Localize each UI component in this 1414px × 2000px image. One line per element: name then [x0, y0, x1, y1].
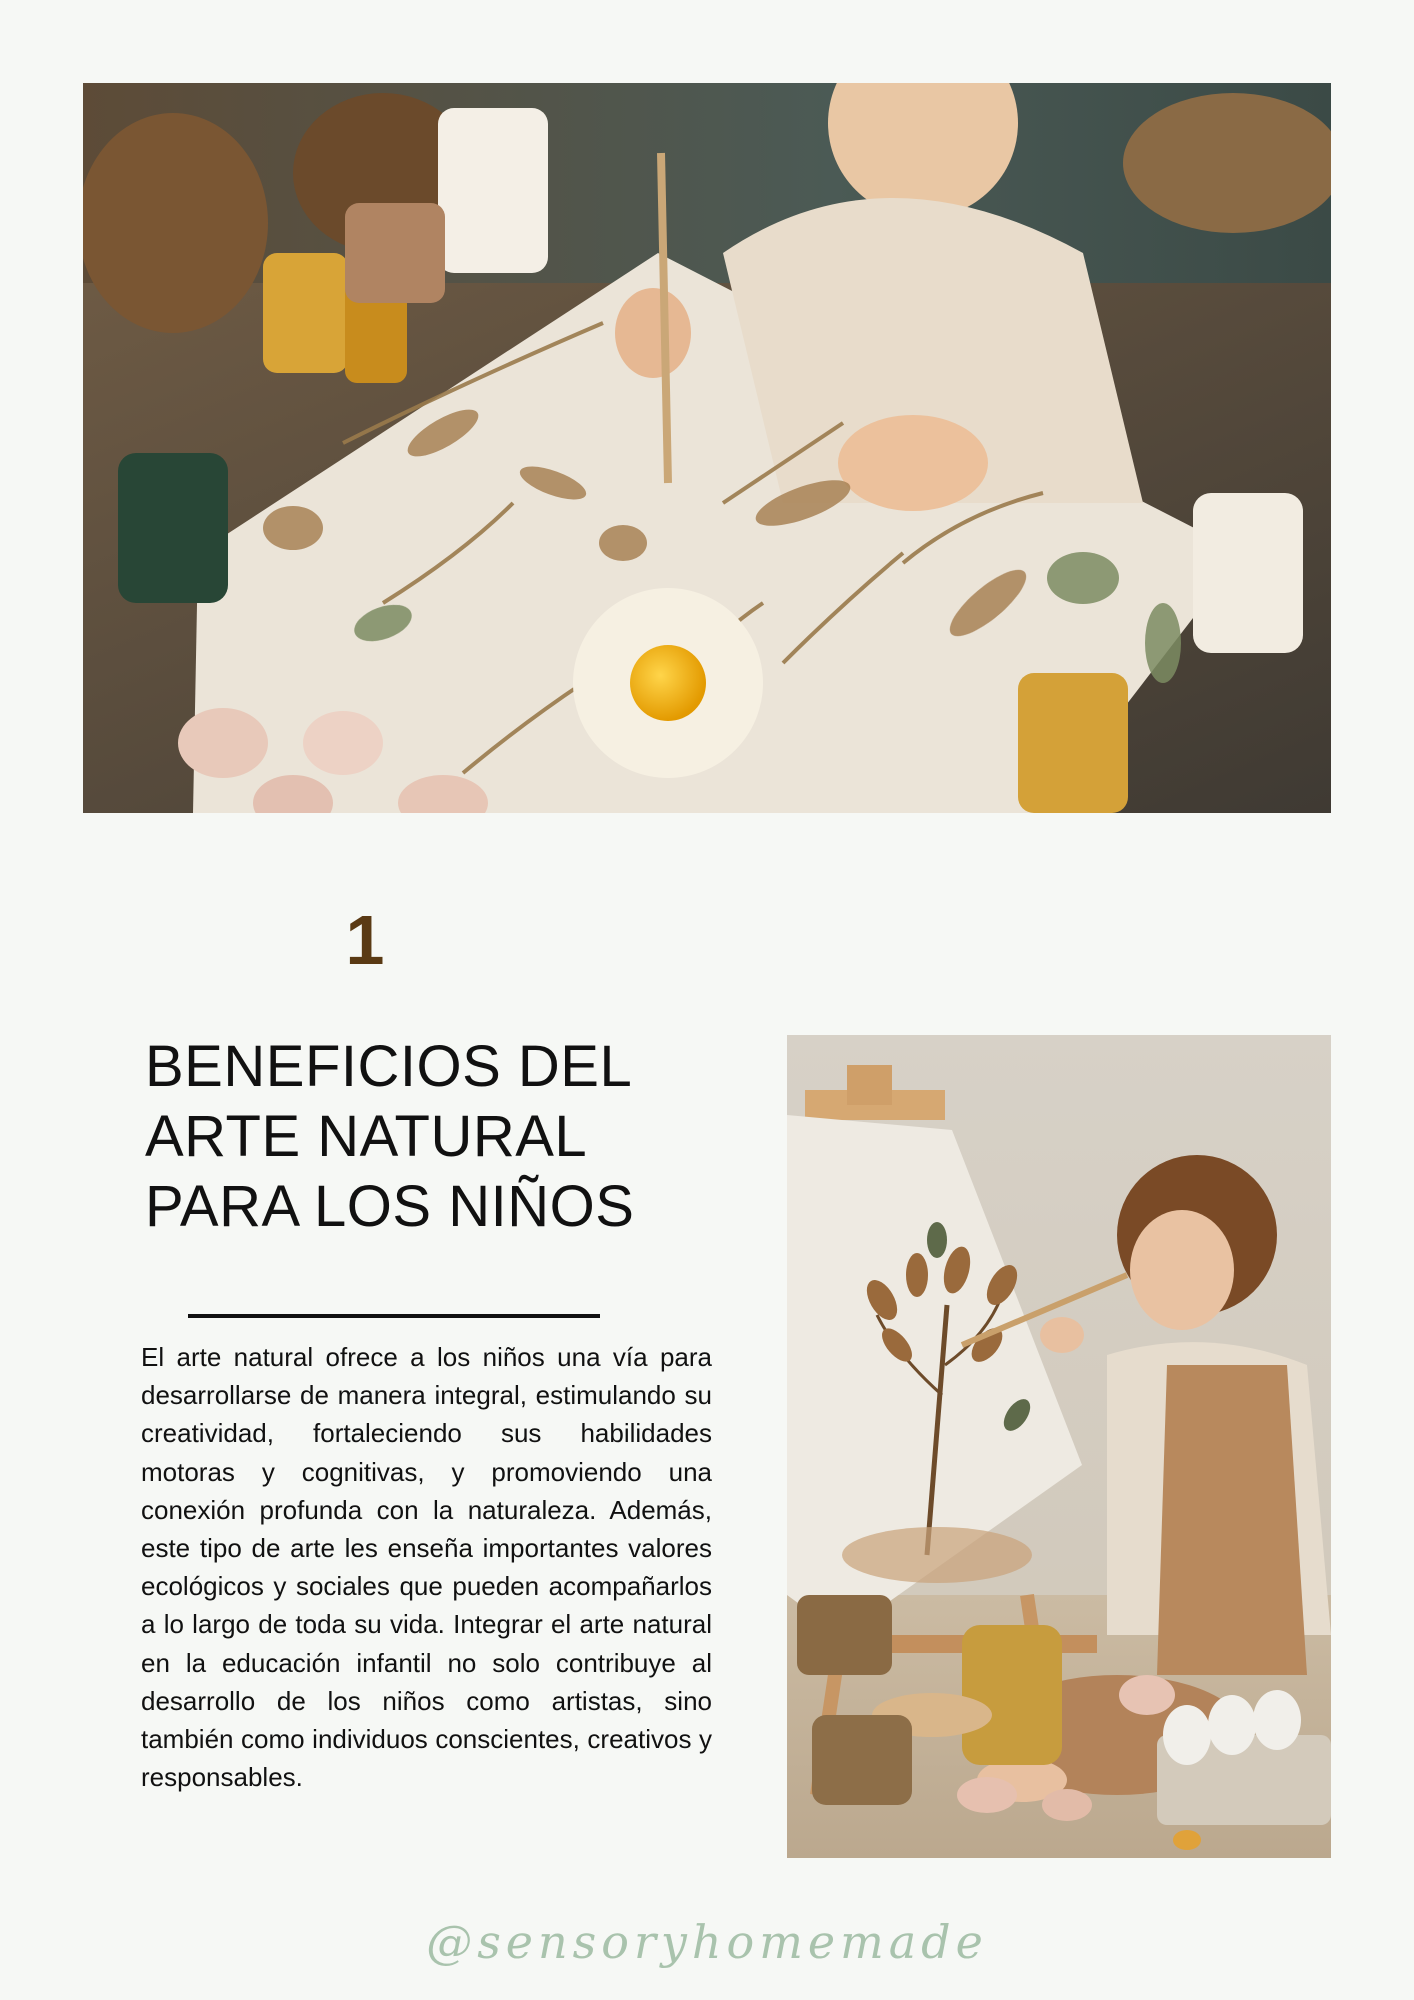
- paint-jar: [962, 1625, 1062, 1765]
- title-divider: [188, 1314, 600, 1318]
- section-title-line: PARA LOS NIÑOS: [145, 1174, 635, 1239]
- jar-white: [438, 108, 548, 273]
- flower: [1173, 1830, 1201, 1850]
- side-photo-child-painting-easel: [787, 1035, 1331, 1858]
- body-paragraph: El arte natural ofrece a los niños una vía para desarrollarse de manera integral, estimulando su creatividad, fortaleciendo sus habilidades motoras y cognitivas, y promoviendo una conexión profunda con la naturaleza. Además, este tipo de arte les enseña importantes valores ecológicos y sociales que pueden acompañarlos a lo largo de toda su vida. Integrar el arte natural en la educación infantil no solo contribuye al desarrollo de los niños como artistas, sino también como individuos conscientes, creativos y responsables.: [141, 1342, 712, 1793]
- eggshell: [1042, 1789, 1092, 1821]
- brush-pot: [797, 1595, 892, 1675]
- child-face: [1130, 1210, 1234, 1330]
- section-title-line: ARTE NATURAL: [145, 1104, 588, 1169]
- section-title: [145, 1032, 705, 1242]
- jar-yellow: [263, 253, 348, 373]
- basket-left: [83, 113, 268, 333]
- egg-yolk: [630, 645, 706, 721]
- side-photo-illustration: [787, 1035, 1331, 1858]
- child-hand: [1040, 1317, 1084, 1353]
- child-hand-left: [615, 288, 691, 378]
- social-handle: @sensoryhomemade: [426, 1915, 988, 1969]
- child-hand-right: [838, 415, 988, 511]
- eggshell: [1119, 1675, 1175, 1715]
- eggshell: [178, 708, 268, 778]
- section-title-line: BENEFICIOS DEL: [145, 1034, 633, 1099]
- jar-brown: [345, 203, 445, 303]
- hero-photo-illustration: [83, 83, 1331, 813]
- section-number: 1: [345, 901, 385, 979]
- eggshell: [957, 1777, 1017, 1813]
- hero-photo-child-nature-art: [83, 83, 1331, 813]
- brush-basket: [812, 1715, 912, 1805]
- jar-white-right: [1193, 493, 1303, 653]
- eggshell: [303, 711, 383, 775]
- child-overalls: [1157, 1365, 1307, 1675]
- jar-yellow-right: [1018, 673, 1128, 813]
- jar-green: [118, 453, 228, 603]
- easel-clip: [847, 1065, 892, 1105]
